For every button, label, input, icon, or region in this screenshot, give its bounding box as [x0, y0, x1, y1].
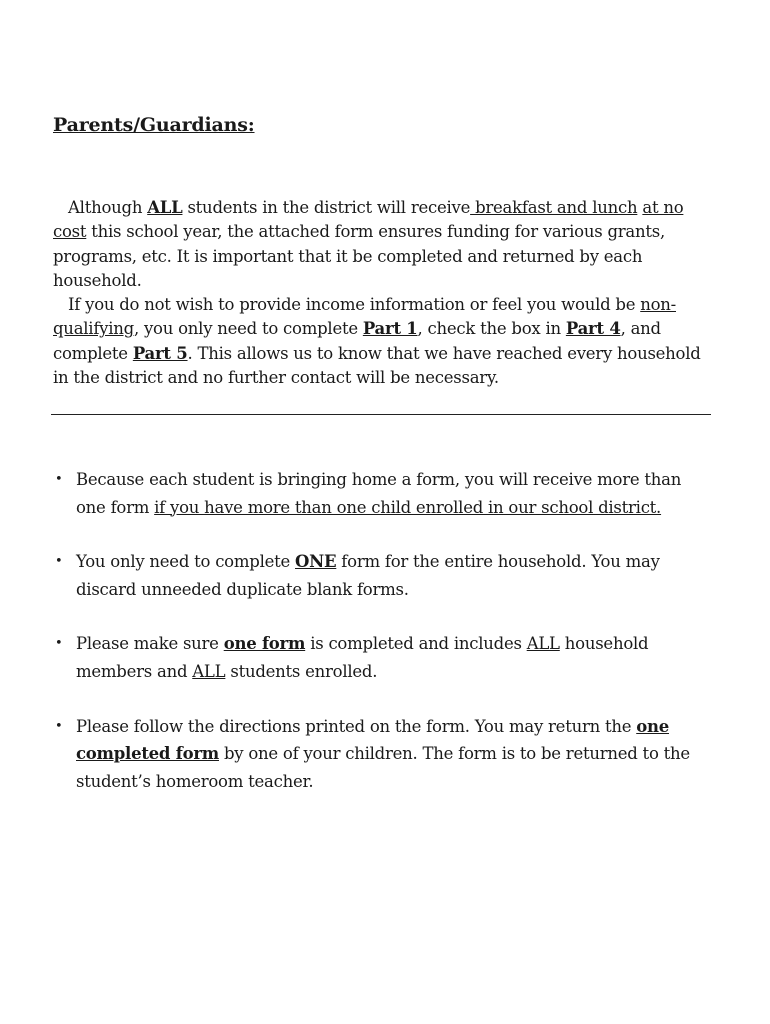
- bullet-icon: •: [55, 472, 63, 487]
- bullet-3-text-3: household members and: [76, 634, 649, 681]
- intro-p2-text-3: , check the box in: [417, 319, 566, 339]
- intro-p2-text-5: . This allows us to know that we have reached every household in the district and no further contact will be necessary.: [53, 343, 701, 388]
- bullet-1-text: Because each student is bringing home a form, you will receive more than one form: [76, 470, 682, 517]
- intro-paragraph-1: [53, 196, 713, 293]
- intro-p2-part-1: Part 1: [362, 319, 418, 339]
- bullet-3-all-2: ALL: [192, 661, 226, 681]
- bullet-4-text-1: Please follow the directions printed on the form. You may return the: [76, 716, 637, 736]
- intro-p2-text-4: , and complete: [53, 319, 661, 363]
- intro-p2-part-4: Part 4: [565, 319, 621, 339]
- intro-p1-no-cost: at no cost: [53, 198, 684, 242]
- bullet-icon: •: [55, 554, 63, 570]
- bullet-4-text-2: by one of your children. The form is to be returned to the student’s homeroom teacher.: [76, 744, 690, 791]
- intro-p2-non-qualifying: non-qualifying: [53, 295, 676, 339]
- instruction-list: [53, 466, 713, 795]
- intro-p1-breakfast-lunch: breakfast and lunch: [470, 198, 638, 217]
- list-item: [53, 713, 713, 796]
- intro-p2-part-5: Part 5: [132, 343, 188, 363]
- intro-paragraph-2: [53, 293, 713, 390]
- intro-p1-all-emphasis: ALL: [147, 198, 183, 217]
- bullet-3-text-1: Please make sure: [76, 634, 224, 654]
- list-item: [53, 548, 713, 603]
- intro-p1-text-2: students in the district will receive: [182, 198, 471, 217]
- intro-p1-text-3: this school year, the attached form ensures funding for various grants, programs, etc. It is important that it be completed and returned by each household.: [53, 222, 665, 290]
- bullet-2-text-2: form for the entire household. You may discard unneeded duplicate blank forms.: [76, 552, 660, 599]
- intro-p2-text-1: If you do not wish to provide income information or feel you would be: [68, 295, 641, 315]
- intro-p1-text-1: Although: [68, 198, 148, 217]
- bullet-3-text-2: is completed and includes: [305, 634, 527, 654]
- list-item: [53, 630, 713, 685]
- horizontal-divider: [51, 414, 711, 415]
- bullet-3-all-1: ALL: [526, 634, 560, 654]
- bullet-3-text-4: students enrolled.: [225, 661, 378, 681]
- bullet-1-underlined: if you have more than one child enrolled in our school district.: [154, 497, 662, 517]
- bullet-icon: •: [55, 636, 63, 652]
- bullet-icon: •: [55, 718, 63, 734]
- intro-section: [53, 196, 713, 390]
- bullet-4-one-completed-form: one completed form: [76, 716, 669, 764]
- bullet-2-one: ONE: [295, 552, 337, 572]
- bullet-2-text-1: You only need to complete: [76, 552, 296, 572]
- page-title: Parents/Guardians:: [53, 114, 255, 136]
- bullet-3-one-form: one form: [223, 634, 306, 654]
- list-item: [53, 466, 713, 521]
- intro-p2-text-2: , you only need to complete: [133, 319, 363, 339]
